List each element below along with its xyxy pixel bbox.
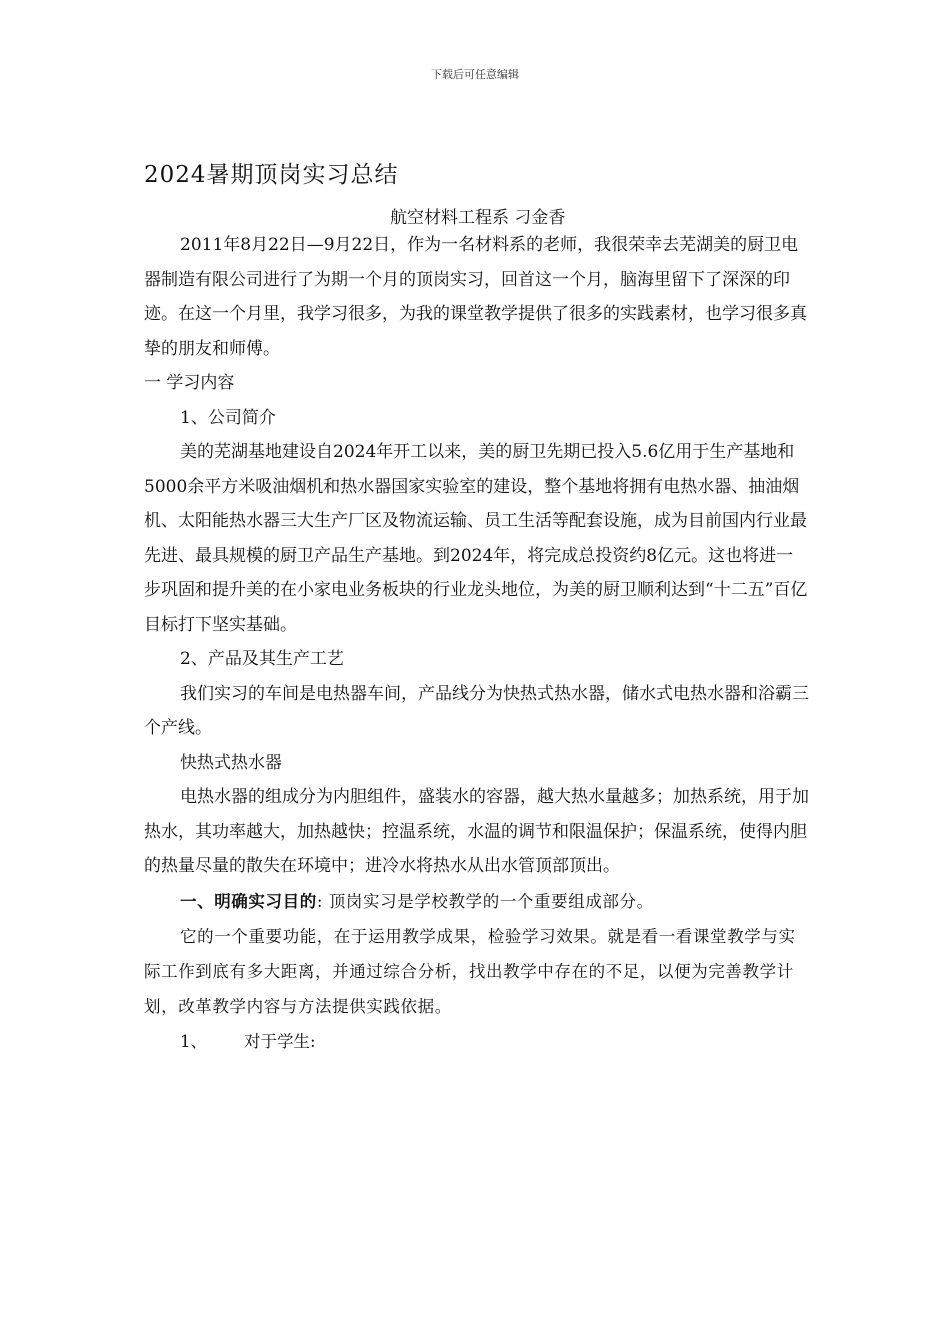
document-body <box>144 228 809 1059</box>
heater-paragraph: 电热水器的组成分为内胆组件，盛装水的容器，越大热水量越多；加热系统，用于加热水，其功率越大，加热越快；控温系统，水温的调节和限温保护；保温系统，使得内胆的热量尽量的散失在环境中；进冷水将热水从出水管顶部顶出。 <box>144 787 809 876</box>
section-purpose-heading-rest: : 顶岗实习是学校教学的一个重要组成部分。 <box>316 891 654 911</box>
list-item-number: 1、 <box>180 1031 207 1051</box>
list-item-students <box>144 1024 809 1059</box>
subsection-products: 2、产品及其生产工艺 <box>180 649 344 669</box>
company-intro-paragraph: 美的芜湖基地建设自2024年开工以来，美的厨卫先期已投入5.6亿用于生产基地和5000余平方米吸油烟机和热水器国家实验室的建设，整个基地将拥有电热水器、抽油烟机、太阳能热水器三大生产厂区及物流运输、员工生活等配套设施，成为目前国内行业最先进、最具规模的厨卫产品生产基地。到2024年，将完成总投资约8亿元。这也将进一步巩固和提升美的在小家电业务板块的行业龙头地位，为美的厨卫顺利达到“十二五”百亿目标打下坚实基础。 <box>144 442 808 635</box>
list-item-label: 对于学生: <box>244 1031 316 1051</box>
page-header: 下载后可任意编辑 <box>431 68 519 81</box>
subsection-company-intro: 1、公司简介 <box>180 407 276 428</box>
document-title: 2024暑期顶岗实习总结 <box>144 162 399 188</box>
section-heading-learning: 一 学习内容 <box>144 373 235 393</box>
products-paragraph: 我们实习的车间是电热器车间，产品线分为快热式热水器，储水式电热水器和浴霸三个产线。 <box>144 683 809 738</box>
author-line: 航空材料工程系 刁金香 <box>390 208 566 228</box>
intro-paragraph: 2011年8月22日—9月22日，作为一名材料系的老师，我很荣幸去芜湖美的厨卫电器制造有限公司进行了为期一个月的顶岗实习，回首这一个月，脑海里留下了深深的印迹。在这一个月里，我学习很多，为我的课堂教学提供了很多的实践素材，也学习很多真挚的朋友和师傅。 <box>144 235 807 359</box>
section-purpose-heading: 一、明确实习目的 <box>180 891 317 911</box>
purpose-paragraph: 它的一个重要功能，在于运用教学成果，检验学习效果。就是看一看课堂教学与实际工作到底有多大距离，并通过综合分析，找出教学中存在的不足，以便为完善教学计划，改革教学内容与方法提供实践依据。 <box>144 926 796 1016</box>
section-purpose-line <box>144 884 809 919</box>
subheading-instant-heater: 快热式热水器 <box>180 752 282 773</box>
